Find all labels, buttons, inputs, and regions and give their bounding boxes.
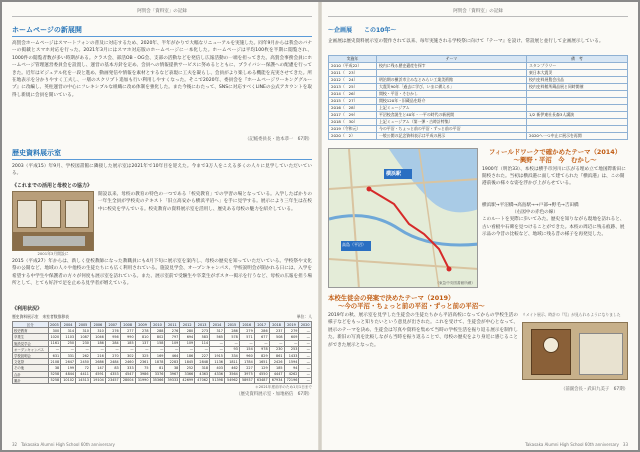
academy-body: 2019年の秋、展示室を見学した生徒会の生徒たちから平沼高校になってからの学校生活の様子などをもっと知りたいという意見が出された。これを受けて、生徒会が中心となって、展示のテーマを決め、生徒会は写真や資料を集めて当時の学校生活を振り返る展示を制作した。新旧の写真を比較しながら当時を振り返ることで、母校の歴史をより身近に感じることができた展示となった。 <box>328 313 518 348</box>
theme-theme: 開校・平沼・そむかし <box>377 91 527 98</box>
stats-col-header: 2005 <box>76 322 91 328</box>
fieldwork-body-2: このルートを実際に歩いてみた。歴史を知りながら現地を訪れると、古い看板や石碑を見つけることができた。本校の周辺に残る痕跡、展示品の今昔の比較など、地域に残る昔の様子を再発見した。 <box>482 217 625 237</box>
exhibition-room-photo <box>12 191 94 251</box>
stats-col-header: 2018 <box>269 322 284 328</box>
stats-cell: 810 <box>135 334 150 340</box>
left-page <box>2 2 320 450</box>
stats-cell: 1651 <box>254 359 269 365</box>
theme-row <box>329 84 628 91</box>
stats-row <box>13 377 312 383</box>
stats-cell: 158 <box>150 340 165 346</box>
stats-cell: 2283 <box>165 359 180 365</box>
archive-heading: 歴史資料展示室 <box>12 148 312 160</box>
stats-cell: 270 <box>105 352 120 358</box>
stats-cell: 67934 <box>269 377 284 383</box>
theme-theme: 上記ミュージアム（第一弾・古時計特集） <box>377 119 527 126</box>
theme-note: 1/2 新伊東社長森3人講演 <box>527 112 628 119</box>
exhibition-theme-table <box>328 55 628 140</box>
theme-row <box>329 119 628 126</box>
stats-col-header: 2004 <box>61 322 76 328</box>
stats-cell: 2460 <box>120 359 135 365</box>
stats-col-header: 2003 <box>50 322 59 327</box>
stats-col-header: 2019 <box>284 322 299 328</box>
theme-note: 2020へ一つ中止に展示を再開 <box>527 133 628 140</box>
stats-col-header: 2020 <box>300 322 310 327</box>
fieldwork-body: 1900年（明治33）、本校は横手市河川に広がる埋め立て地国際新田に開校された。当初は横浜港に面して建てられた『横浜港』は、この開港前後の様々な姿を浮かび上がらせている。 <box>482 167 626 187</box>
academy-photo-caption: リメイト展示、時計の『写』が見られるようになりました <box>522 312 621 317</box>
stats-col-header: 2015 <box>224 322 239 328</box>
stats-cell: — <box>299 346 312 352</box>
stats-cell: 314 <box>61 328 76 334</box>
stats-cell: 31990 <box>135 377 150 383</box>
stats-cell: 2484 <box>105 359 120 365</box>
theme-year: 2018（ 30） <box>329 119 377 126</box>
stats-cell: 403 <box>210 365 225 371</box>
stats-cell: 227 <box>239 365 254 371</box>
stats-cell: 93 <box>224 346 239 352</box>
theme-row <box>329 105 628 112</box>
theme-row <box>329 126 628 133</box>
map-label-school: 高島（平沼） <box>342 242 366 247</box>
stats-cell: 4262 <box>284 371 299 377</box>
stats-cell: 4447 <box>269 371 284 377</box>
stats-cell: 3376 <box>150 371 165 377</box>
stats-cell: 1161 <box>48 340 61 346</box>
stats-cell: 1845 <box>180 359 195 365</box>
stats-cell: 318 <box>195 365 210 371</box>
stats-cell: 3975 <box>239 371 254 377</box>
fieldwork-route-note: （右図中の赤色の線） <box>512 210 558 216</box>
stats-cell: — <box>299 352 312 358</box>
stats-cell: 317 <box>210 328 225 334</box>
stats-cell: — <box>48 346 61 352</box>
stats-cell: 286 <box>224 328 239 334</box>
archive-body-2: 2015（平成27）年からは、新しく登校教師になった教職員にも4月下旬に展示室を案内し、母校の歴史を知っていただいている。学校祭や文化祭の公開など、地域の人々や他校の生徒たちにも広く利用されている。施設見学会、オープンキャンパス、学校説明会が開かれる日には、入学を希望する中学生や保護者の方々が何度も展示室を訪れている。また、展示室前で受験生や卒業生がポスター掲示を行うなど、母校の広報を担う場所として、とても好評で足を止める見学者が増えている。 <box>12 259 312 287</box>
stats-row-label: 累計 <box>13 377 49 383</box>
theme-year: 2015（ 27） <box>329 98 377 105</box>
theme-theme: 明治期の横浜市立みなとみらい工業美術館 <box>377 77 527 84</box>
theme-row <box>329 70 628 77</box>
stats-cell: 154 <box>239 346 254 352</box>
stats-cell: 571 <box>239 334 254 340</box>
theme-note <box>527 105 628 112</box>
footer-right: Takasaka Alumni High School 60th anniversary 33 <box>525 442 628 447</box>
stats-cell: 4550 <box>254 371 269 377</box>
stats-cell: 186 <box>180 352 195 358</box>
stats-col-header: 2016 <box>239 322 254 328</box>
theme-row <box>329 77 628 84</box>
stats-cell: 23457 <box>105 377 120 383</box>
map-caption: （東急中央図書館所蔵） <box>435 281 475 285</box>
right-page <box>320 2 638 450</box>
stats-cell: 72196 <box>284 377 299 383</box>
stats-cell: 3967 <box>165 371 180 377</box>
stats-cell: — <box>76 346 91 352</box>
stats-cell: 63487 <box>254 377 269 383</box>
running-head-left: 阿賀会「資料室」の記録 <box>12 8 312 17</box>
stats-cell: 38 <box>165 365 180 371</box>
stats-cell: — <box>254 340 269 346</box>
visitor-stats-table <box>12 321 312 384</box>
stats-col-header: 2007 <box>105 322 120 328</box>
stats-cell: 2686 <box>90 359 105 365</box>
theme-year: 2013（ 25） <box>329 84 377 91</box>
stats-cell: 1136 <box>210 359 225 365</box>
stats-cell: 4547 <box>120 371 135 377</box>
stats-cell: 137 <box>135 340 150 346</box>
archive-intro: 2003（平成15）年9月、学校図書館に隣接した展示室は2021年で10年目を迎えた。今まで3万人をこえる多くの人々に見学していただいている。 <box>12 164 312 177</box>
stats-cell: 578 <box>224 334 239 340</box>
theme-year: 2014（ 26） <box>329 91 377 98</box>
stats-cell: — <box>299 359 312 365</box>
academy-credit: （前副会長・武田九美子 67期） <box>560 387 628 392</box>
theme-note: 校内史料展覧会出品 <box>527 77 628 84</box>
stats-cell: 147 <box>90 365 105 371</box>
stats-row-label: その他 <box>13 365 49 371</box>
stats-cell: 583 <box>195 334 210 340</box>
stats-cell: 230 <box>269 346 284 352</box>
stats-cell: 58937 <box>239 377 254 383</box>
stats-cell: 694 <box>180 334 195 340</box>
stats-cell: 2450 <box>76 359 91 365</box>
stats-cell: 14513 <box>76 377 91 383</box>
stats-cell: 631 <box>48 352 61 358</box>
stats-cell: 508 <box>269 334 284 340</box>
theme-col-header: 備 考 <box>527 56 628 63</box>
stats-cell: 464 <box>165 352 180 358</box>
stats-row-label: 校史教育 <box>13 328 49 334</box>
theme-row <box>329 98 628 105</box>
stats-cell: 54962 <box>224 377 239 383</box>
stats-row-label: 合計 <box>13 371 49 377</box>
theme-year: 2011（ 23） <box>329 70 377 77</box>
stats-col-header: 2011 <box>165 322 180 328</box>
stats-cell: 35366 <box>150 377 165 383</box>
archive-subheading: 《これまでの活用と母校との協力》 <box>12 183 93 189</box>
stats-col-header: 2009 <box>135 322 150 328</box>
stats-cell: 280 <box>180 328 195 334</box>
stats-cell: — <box>180 346 195 352</box>
fieldwork-heading: フィールドワークで確かめたテーマ（2014） <box>488 148 622 156</box>
stats-cell: — <box>299 371 312 377</box>
theme-note <box>527 98 628 105</box>
stats-cell: 286 <box>254 328 269 334</box>
stats-cell: 956 <box>105 334 120 340</box>
stats-cell: 310 <box>76 328 91 334</box>
stats-cell: — <box>120 346 135 352</box>
stats-unit: 単位：人 <box>296 314 312 319</box>
homepage-heading: ホームページの新展開 <box>12 25 312 37</box>
stats-cell: 83 <box>105 365 120 371</box>
stats-cell: — <box>150 346 165 352</box>
stats-cell: 75 <box>135 365 150 371</box>
stats-cell: 114 <box>195 340 210 346</box>
stats-row-label: 学校説明会 <box>13 352 49 358</box>
theme-theme: 開校120年・旧蔵品を紹介 <box>377 98 527 105</box>
stats-cell: — <box>299 377 312 383</box>
stats-cell: — <box>299 334 312 340</box>
stats-cell: 109 <box>180 340 195 346</box>
stats-cell: — <box>239 340 254 346</box>
stats-cell: 4411 <box>76 371 91 377</box>
theme-row <box>329 63 628 70</box>
stats-cell: 1878 <box>150 359 165 365</box>
stats-cell: 861 <box>269 352 284 358</box>
stats-cell: 129 <box>254 365 269 371</box>
theme-year: 2012（ 24） <box>329 77 377 84</box>
stats-cell: 10102 <box>61 377 76 383</box>
stats-col-header: 区分 <box>13 322 49 328</box>
theme-theme <box>377 70 527 77</box>
stats-cell: 4353 <box>105 371 120 377</box>
stats-col-header: 2010 <box>150 322 165 328</box>
stats-col-header: 2006 <box>90 322 105 328</box>
fieldwork-block <box>482 148 628 259</box>
stats-row-label: 卒業生 <box>13 334 49 340</box>
stats-cell: 262 <box>76 352 91 358</box>
stats-cell: — <box>210 346 225 352</box>
archive-body-1: 開設以来、母校の教育の特色の一つである「校史教育」での学習の場となっている。入学したばかりの一年生全員が学校史のテキスト「旧立高安から横浜平沼へ」を手に見学する。展示により三年生は在校中に校史を学んでいる。校史教育の資料展示室を活用し、歴史ある母校の魅力を紹介している。 <box>98 192 312 212</box>
theme-theme: 今の平沼・ちょっと前の平沼・ずっと前の平沼 <box>377 126 527 133</box>
stats-cell: 252 <box>180 365 195 371</box>
stats-cell: 47062 <box>195 377 210 383</box>
stats-cell: 185 <box>269 365 284 371</box>
footer-left: 32 Takasaka Alumni High School 60th anniversary <box>12 442 115 447</box>
exhibition-heading: ～企画展 この10年～ <box>328 27 397 34</box>
theme-theme: 校内に残る歴史遺産を探す <box>377 63 527 70</box>
stats-cell: 2848 <box>195 359 210 365</box>
stats-cell: 3366 <box>180 371 195 377</box>
archive-photo-block <box>12 191 94 257</box>
stats-cell: 237 <box>269 328 284 334</box>
stats-cell: 279 <box>239 328 254 334</box>
stats-col-header: 2013 <box>195 322 210 328</box>
stats-cell: 51398 <box>210 377 225 383</box>
stats-cell: 39333 <box>165 377 180 383</box>
stats-cell: 199 <box>61 365 76 371</box>
exhibition-clock-photo <box>522 322 628 380</box>
stats-cell: — <box>299 365 312 371</box>
theme-theme: 一般公開の記念資料表示は平成の展示 <box>377 133 527 140</box>
yokohama-map <box>328 148 478 288</box>
stats-cell: 81 <box>150 365 165 371</box>
stats-col-header: 2012 <box>180 322 195 328</box>
theme-note <box>527 126 628 133</box>
stats-cell: — <box>90 346 105 352</box>
stats-cell: — <box>105 346 120 352</box>
stats-cell: 19104 <box>90 377 105 383</box>
stats-cell: 216 <box>90 352 105 358</box>
stats-cell: 279 <box>284 328 299 334</box>
theme-note <box>527 119 628 126</box>
theme-col-header: 実施年 <box>329 56 377 63</box>
theme-note: スタンプラリー <box>527 63 628 70</box>
stats-cell: 1594 <box>284 359 299 365</box>
theme-note: 校内史料館所蔵品展と同時開催 <box>527 84 628 91</box>
theme-year: 2017（ 29） <box>329 112 377 119</box>
stats-cell: 1433 <box>284 352 299 358</box>
stats-cell: 2647 <box>61 359 76 365</box>
map-label-station: 横浜駅 <box>386 171 402 177</box>
stats-cell: 278 <box>135 328 150 334</box>
stats-cell: 277 <box>120 328 135 334</box>
stats-note: ＊2021年度前半のため1月1日まで <box>255 384 312 389</box>
stats-cell: 334 <box>224 352 239 358</box>
stats-row-label: 文化祭 <box>13 359 49 365</box>
stats-row-label: オープンキャンパス <box>13 346 49 352</box>
stats-cell: 250 <box>61 340 76 346</box>
stats-cell: 325 <box>135 352 150 358</box>
stats-cell: — <box>224 340 239 346</box>
stats-cell: 300 <box>48 328 61 334</box>
theme-theme: 上記ミュージアム <box>377 105 527 112</box>
stats-cell: — <box>135 346 150 352</box>
stats-cell: 2108 <box>48 359 61 365</box>
stats-row-label: 施設見学会 <box>13 340 49 346</box>
stats-cell: 333 <box>120 365 135 371</box>
stats-credit: （歴史資料展示室・加地裕信 67期） <box>236 391 312 397</box>
stats-cell: 5258 <box>48 371 61 377</box>
stats-cell: 253 <box>284 346 299 352</box>
stats-heading: 《利用状況》 <box>12 306 43 312</box>
stats-title: 歴史資料展示室 来室者数推移表 <box>12 314 69 319</box>
stats-cell: 28004 <box>120 377 135 383</box>
stats-cell: — <box>284 340 299 346</box>
stats-cell: 609 <box>284 334 299 340</box>
homepage-body: 高賀会ホームページはスマートフォンの普及に対応するため、2020年、半年がかりで大幅なリニューアルを実施した。同年9月からは我会のバナーの掲載とスマホ対応を行った。2021年3月にはスマホ対応版のホームページに一本化した。ホームページは平均100枚を半期に閲覧され、1000件の閲覧者数が多い時期がある。クラス会、部活OB・OG会、支部の活動などを発信し広報活動の一端を担ってきた。高賀会事務会員にホームページ管理運営委員会を設置し、運営の基本方針を定め、会員への情報提供サービスに努めるとともに、プライバシー保護への配慮を行ってきた。近年はビジュアル化を一段と進め、動画発信や情報を素材とするなど表現に工夫を凝らし、会員がより楽しめる機能を充実させてきた。所在地表示を分かりやすく工夫し、一層のスクリプト追加も行い利用しやすくなった。そこで2020年、委員会を『ホームページワーキンググループ』に改編し、英柱運営の中心にフレキシブルな組織に改め体制を強化した。また今後にわたって、SNSに対応すべくLINEの公式アカウントを取得し新規に会員を開いている。 <box>12 41 312 98</box>
stats-cell: 276 <box>165 328 180 334</box>
theme-theme: 平沼校舎誕生と40年・一平の時代の新展開 <box>377 112 527 119</box>
stats-cell: 829 <box>254 352 269 358</box>
theme-col-header: テーマ <box>377 56 527 63</box>
stats-cell: 978 <box>254 346 269 352</box>
academy-subheading: ～今の平沼・ちょっと前の平沼・ずっと前の平沼～ <box>338 302 485 310</box>
stats-cell: 185 <box>120 340 135 346</box>
stats-cell: 42699 <box>180 377 195 383</box>
map-graphic <box>329 149 478 288</box>
stats-cell: 230 <box>76 340 91 346</box>
stats-col-header: 2008 <box>120 322 135 328</box>
stats-cell: 1020 <box>48 334 61 340</box>
stats-cell: 3564 <box>224 371 239 377</box>
academy-heading: 本校生徒会の発案で決めたテーマ（2019） <box>328 294 455 302</box>
stats-cell: 169 <box>150 352 165 358</box>
stats-cell: — <box>299 340 312 346</box>
theme-year: 2016（ 28） <box>329 105 377 112</box>
academy-photo-block <box>522 312 628 385</box>
stats-cell: 960 <box>239 352 254 358</box>
theme-row <box>329 112 628 119</box>
stats-cell: 1046 <box>90 334 105 340</box>
stats-cell: 310 <box>90 328 105 334</box>
book-spread <box>2 2 638 450</box>
theme-year: 2020（ 2） <box>329 133 377 140</box>
stats-cell: — <box>165 346 180 352</box>
stats-cell: 284 <box>105 340 120 346</box>
stats-cell: 4336 <box>210 371 225 377</box>
stats-cell: — <box>61 346 76 352</box>
stats-cell: 273 <box>195 328 210 334</box>
stats-col-header: 2014 <box>210 322 225 328</box>
stats-cell: 1915 <box>210 352 225 358</box>
exhibition-body: 企画展は歴史資料展示室の製作されて以来、毎年実施される学校祭に向けて『テーマ』を設け、常設展と並行して企画展示している。 <box>328 39 604 44</box>
stats-cell: 331 <box>61 352 76 358</box>
stats-cell: 802 <box>150 334 165 340</box>
stats-cell: 109 <box>165 340 180 346</box>
stats-cell: 2426 <box>269 359 284 365</box>
stats-cell: 1103 <box>61 334 76 340</box>
theme-year: 2019（令和元） <box>329 126 377 133</box>
stats-cell: 565 <box>210 334 225 340</box>
theme-note <box>527 91 628 98</box>
stats-cell: 94 <box>284 365 299 371</box>
theme-row <box>329 133 628 140</box>
theme-row <box>329 91 628 98</box>
stats-cell: 276 <box>105 328 120 334</box>
stats-col-header: 2017 <box>254 322 269 328</box>
stats-cell: 462 <box>224 365 239 371</box>
stats-cell: 1811 <box>224 359 239 365</box>
theme-theme: 大震災90年「過去に学び、いまに備える」 <box>377 84 527 91</box>
fieldwork-route: 横浜駅→平沼橋→高島駅→→戸部→野毛→吉田橋 <box>482 203 579 208</box>
running-head-right: 阿賀会「資料室」の記録 <box>328 8 628 17</box>
stats-cell: 288 <box>150 328 165 334</box>
stats-cell: 990 <box>120 334 135 340</box>
theme-note: 東日本大震災 <box>527 70 628 77</box>
stats-cell: 677 <box>254 334 269 340</box>
stats-cell: 186 <box>90 340 105 346</box>
stats-cell: 1087 <box>76 334 91 340</box>
photo-caption: 2001年3月開設に <box>37 251 69 256</box>
stats-cell: 1784 <box>239 359 254 365</box>
fieldwork-subheading: ～興野・平沼 今 むかし～ <box>513 156 597 164</box>
stats-cell: — <box>299 328 312 334</box>
stats-cell: 302 <box>120 352 135 358</box>
stats-cell: 4844 <box>61 371 76 377</box>
stats-cell: 38 <box>48 365 61 371</box>
stats-cell: — <box>195 346 210 352</box>
stats-cell: 227 <box>195 352 210 358</box>
stats-cell: 4363 <box>195 371 210 377</box>
stats-cell: 3986 <box>135 371 150 377</box>
stats-cell: 5258 <box>48 377 61 383</box>
stats-cell: — <box>210 340 225 346</box>
stats-cell: 2361 <box>135 359 150 365</box>
stats-cell: 72 <box>76 365 91 371</box>
stats-cell: — <box>269 340 284 346</box>
stats-cell: 797 <box>165 334 180 340</box>
homepage-credit: （記帳委員長・池本恭一 67期） <box>244 137 312 142</box>
theme-year: 2010（平成22） <box>329 63 377 70</box>
stats-cell: 4591 <box>90 371 105 377</box>
